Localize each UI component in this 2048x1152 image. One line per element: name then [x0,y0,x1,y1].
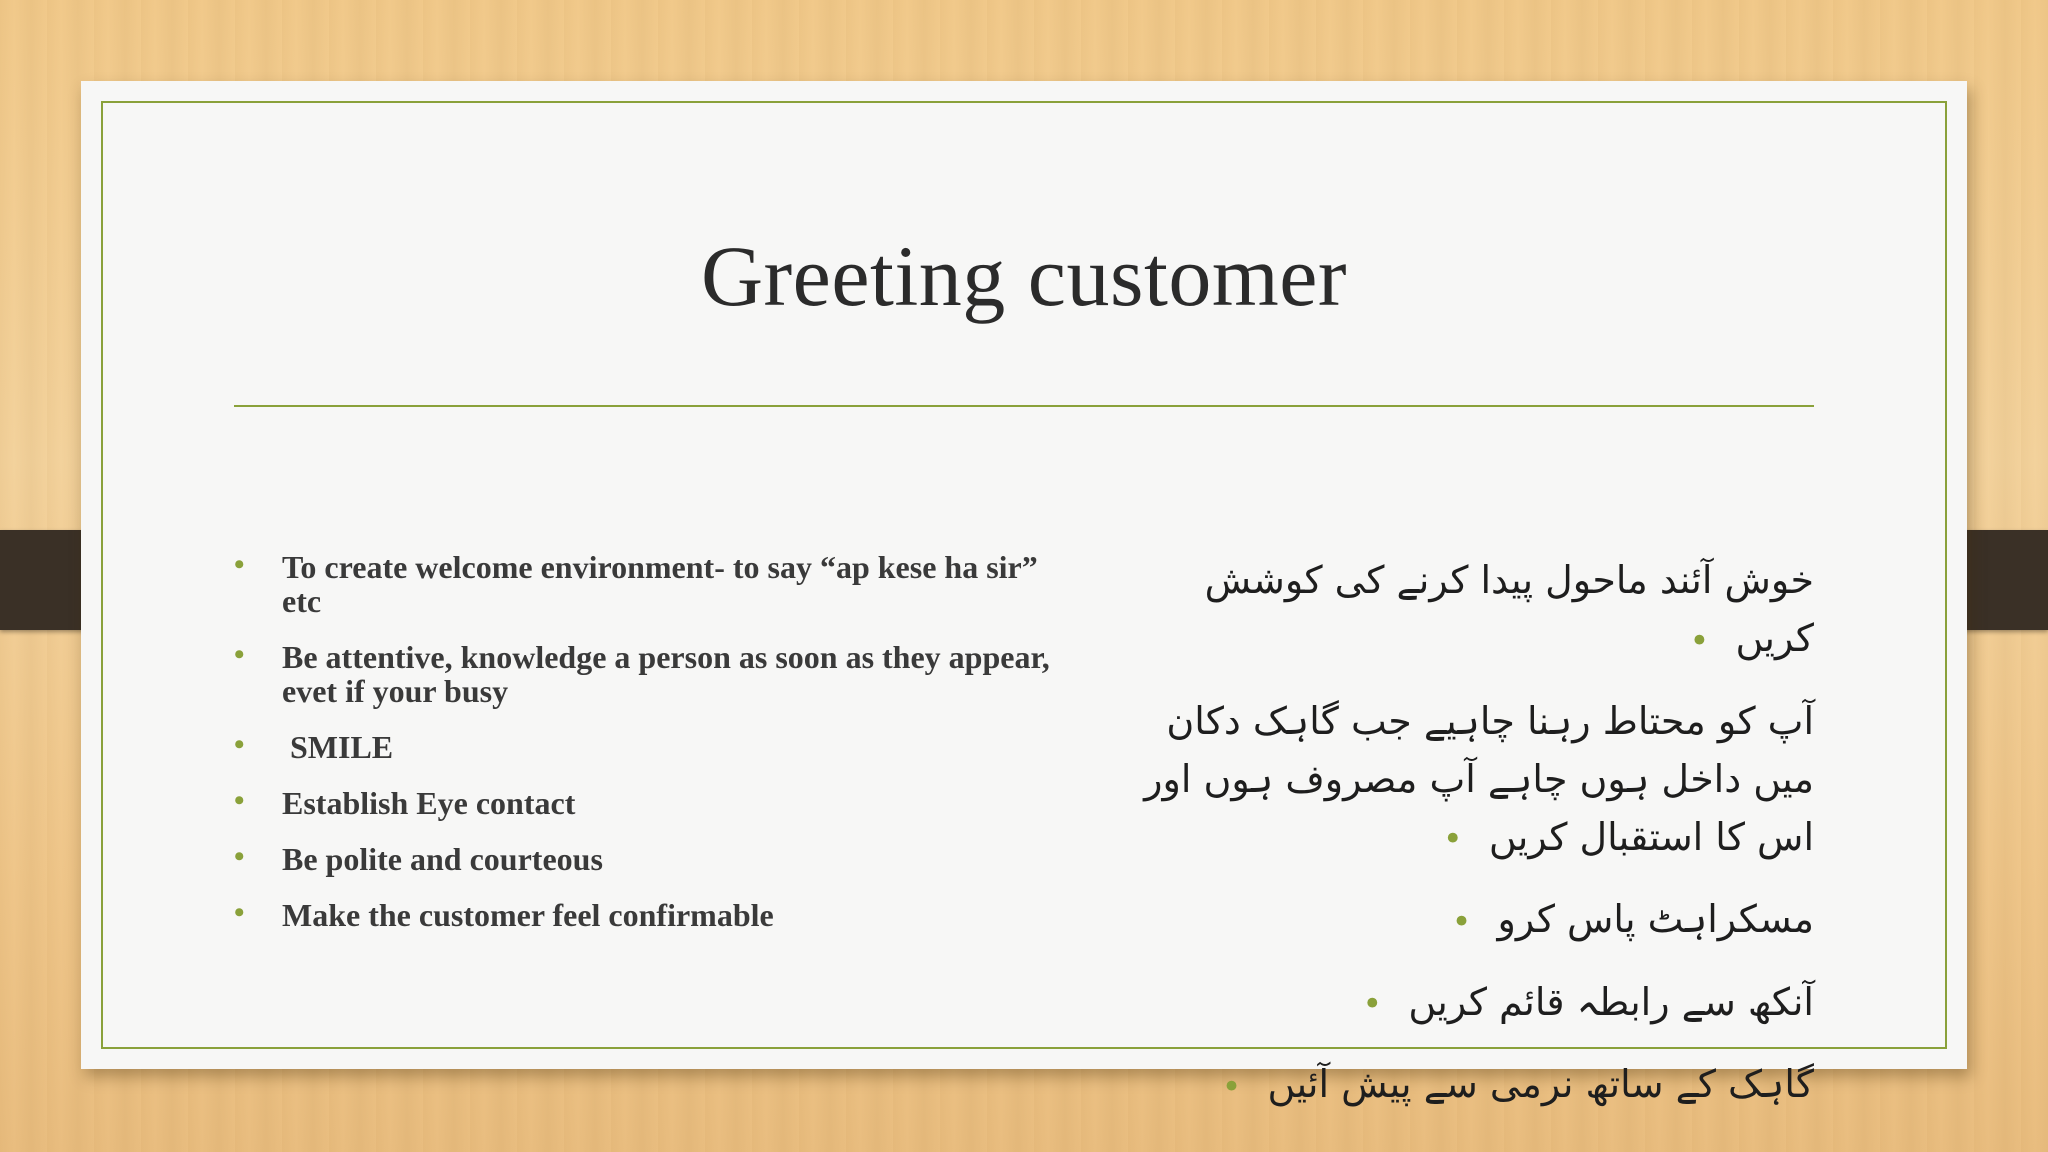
english-bullet-item [232,730,1052,764]
bullet-text: Be attentive, knowledge a person as soon as they appear, evet if your busy [282,639,1050,709]
bullet-text: گاہک کے ساتھ نرمی سے پیش آئیں [1267,1062,1814,1106]
bullet-dot-icon: • [234,840,245,873]
bullet-dot-icon: • [1362,984,1383,1024]
bullet-dot-icon: • [234,638,245,671]
bullet-dot-icon: • [234,896,245,929]
bullet-text: SMILE [282,729,394,765]
bullet-text: Be polite and courteous [282,841,603,877]
bullet-text: Make the customer feel confirmable [282,897,774,933]
bullet-dot-icon: • [1221,1066,1242,1107]
urdu-bullet-list [1044,551,1814,1138]
bullet-dot-icon: • [1689,620,1710,661]
english-bullet-item [232,842,1052,876]
bullet-dot-icon: • [234,548,245,581]
bullet-text: To create welcome environment- to say “ap kese ha sir” etc [282,549,1038,619]
bullet-text: آنکھ سے رابطہ قائم کریں [1408,979,1814,1024]
urdu-bullet-item [1044,890,1814,951]
bullet-text: مسکراہٹ پاس کرو [1497,897,1814,941]
urdu-bullet-item [1044,551,1814,670]
slide-title: Greeting customer [700,228,1348,324]
urdu-bullet-item [1044,973,1814,1034]
title-divider [234,405,1814,407]
english-bullet-item [232,640,1052,708]
bullet-dot-icon: • [1442,819,1463,859]
english-bullet-item [232,898,1052,932]
bullet-dot-icon: • [234,728,245,761]
english-bullet-list [232,550,1052,954]
slide [81,81,1967,1107]
english-bullet-item [232,550,1052,618]
urdu-bullet-item [1044,692,1814,869]
bullet-text: آپ کو محتاط رہنا چاہیے جب گاہک دکان میں داخل ہوں چاہے آپ مصروف ہوں اور اس کا استقبال کریں [1144,698,1814,859]
bullet-dot-icon: • [1451,901,1472,942]
english-bullet-item [232,786,1052,820]
bullet-text: خوش آئند ماحول پیدا کرنے کی کوشش کریں [1204,558,1814,660]
bullet-text: Establish Eye contact [282,785,576,821]
bullet-dot-icon: • [234,784,245,817]
urdu-bullet-item [1044,1055,1814,1116]
